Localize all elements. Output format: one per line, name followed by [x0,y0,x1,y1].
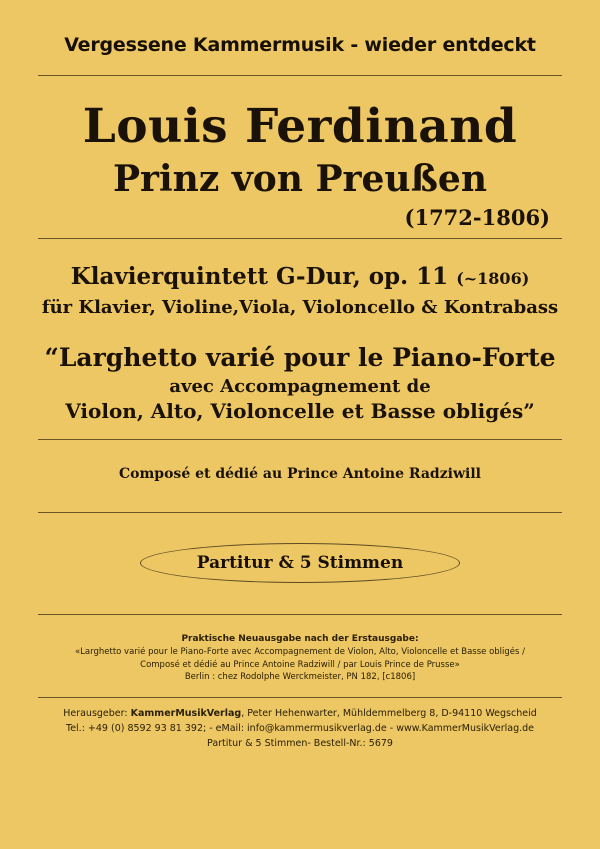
series-line: Vergessene Kammermusik - wieder entdeckt [64,34,536,56]
subtitle-line-3: Violon, Alto, Violoncelle et Basse obligés” [65,399,535,424]
divider-after-composer [38,238,562,239]
publisher-line [38,707,562,722]
source-note-line-2: «Larghetto varié pour le Piano-Forte avec Accompagnement de Violon, Alto, Violoncelle et Basse obligés / [74,647,526,658]
work-scoring: für Klavier, Violine,Viola, Violoncello & Kontrabass [41,297,559,319]
divider-after-dedication [38,512,562,513]
subtitle-line-2: avec Accompagnement de [169,376,431,398]
imprint [38,707,562,751]
composer-dates: (1772-1806) [404,205,550,231]
divider-after-badge [38,614,562,615]
source-note [38,633,562,683]
dedication: Composé et dédié au Prince Antoine Radziwill [119,466,481,483]
contact-line: Tel.: +49 (0) 8592 93 81 392; - eMail: info@kammermusikverlag.de - www.KammerMusikVerlag.de [66,722,534,734]
work-block [38,263,562,318]
work-title: Klavierquintett G-Dur, op. 11 [70,263,449,291]
footer [38,633,562,751]
composer-name: Louis Ferdinand [82,99,518,154]
subtitle-line-1: “Larghetto varié pour le Piano-Forte [44,343,556,373]
publisher-name: KammerMusikVerlag [130,708,242,720]
source-note-line-1: Praktische Neuausgabe nach der Erstausgabe: [181,634,419,645]
work-date: (~1806) [456,269,530,289]
edition-badge-wrap [38,543,562,583]
publisher-address: , Peter Hehenwarter, Mühldemmelberg 8, D-94110 Wegscheid [241,708,537,720]
order-line: Partitur & 5 Stimmen- Bestell-Nr.: 5679 [207,737,393,749]
work-title-row [38,263,562,290]
publisher-prefix: Herausgeber: [63,708,131,720]
source-note-line-4: Berlin : chez Rodolphe Werckmeister, PN 182, [c1806] [184,671,416,682]
divider-footer [38,697,562,698]
composer-block [38,99,562,231]
edition-badge: Partitur & 5 Stimmen [140,543,460,583]
composer-title: Prinz von Preußen [112,157,488,200]
source-note-line-3: Composé et dédié au Prince Antoine Radziwill / par Louis Prince de Prusse» [140,659,460,670]
subtitle-block [38,344,562,423]
divider-top [38,75,562,76]
divider-after-subtitle [38,439,562,440]
